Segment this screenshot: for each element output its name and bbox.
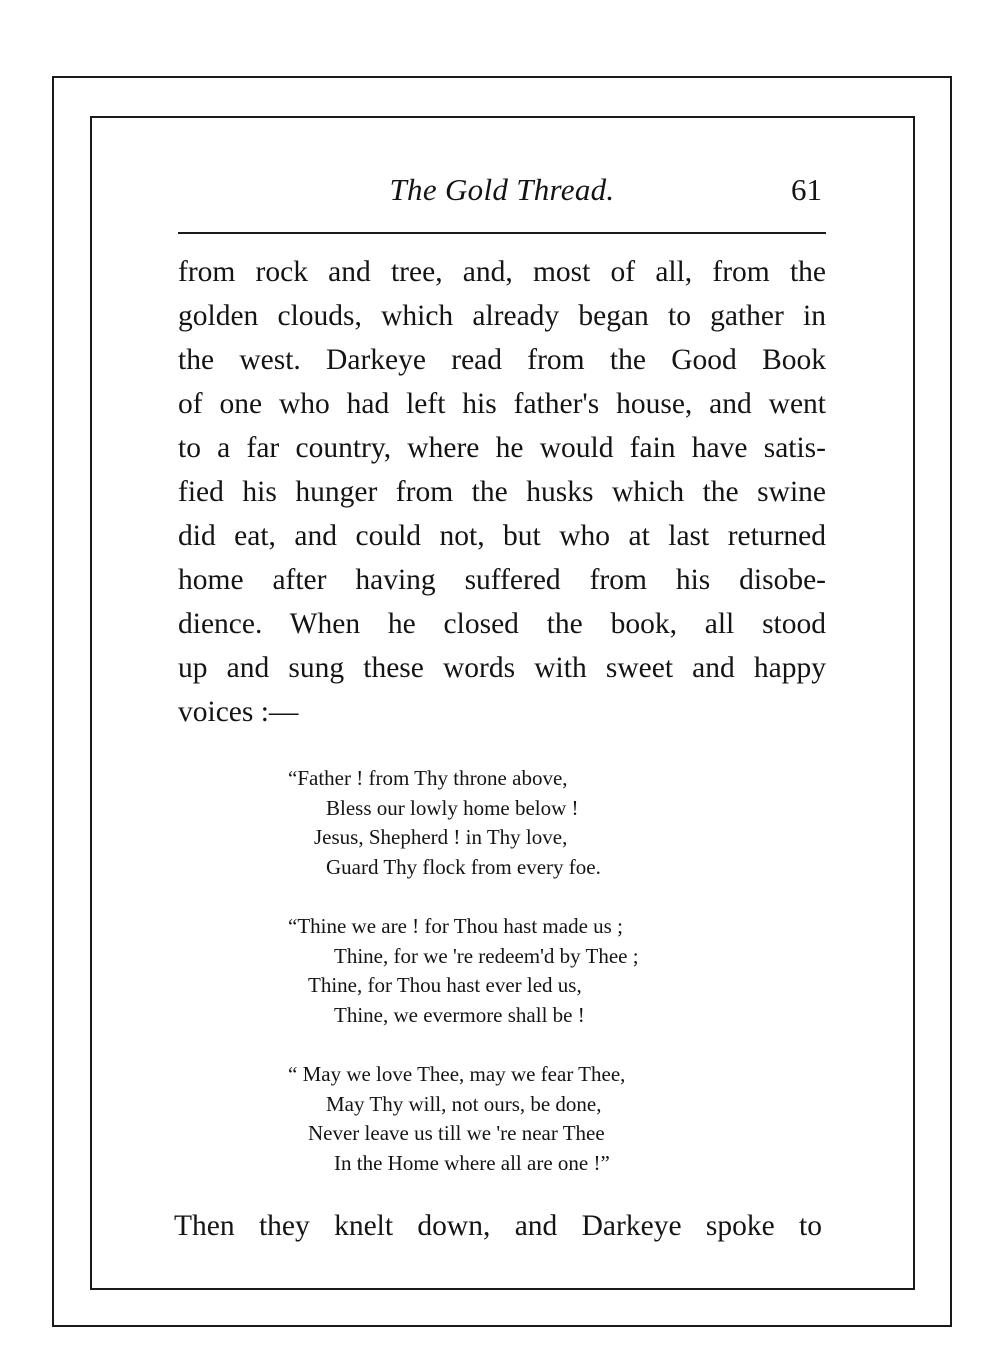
running-title: The Gold Thread. <box>389 172 615 207</box>
hymn-line: “Father ! from Thy throne above, <box>288 766 568 790</box>
body-line: golden clouds, which already began to gather in <box>178 300 826 332</box>
hymn-stanza <box>288 912 748 1030</box>
body-line: the west. Darkeye read from the Good Book <box>178 344 826 376</box>
body-paragraph <box>178 250 826 734</box>
body-line: from rock and tree, and, most of all, from the <box>178 256 826 288</box>
body-line: up and sung these words with sweet and happy <box>178 652 826 684</box>
hymn-stanza <box>288 764 748 882</box>
hymn-line: “ May we love Thee, may we fear Thee, <box>288 1062 626 1086</box>
body-line: voices :— <box>178 696 299 728</box>
hymn-line: Thine, for we 're redeem'd by Thee ; <box>334 943 639 968</box>
header-rule <box>178 232 826 234</box>
body-line: of one who had left his father's house, and went <box>178 388 826 420</box>
hymn-line: In the Home where all are one !” <box>334 1150 610 1175</box>
hymn-line: Guard Thy flock from every foe. <box>326 854 601 879</box>
hymn-line: “Thine we are ! for Thou hast made us ; <box>288 914 623 938</box>
hymn-line: May Thy will, not ours, be done, <box>326 1091 602 1116</box>
hymn-stanza <box>288 1060 748 1178</box>
closing-line: Then they knelt down, and Darkeye spoke to <box>174 1210 822 1242</box>
hymn <box>288 764 748 1208</box>
hymn-line: Bless our lowly home below ! <box>326 795 579 820</box>
hymn-line: Never leave us till we 're near Thee <box>308 1121 605 1145</box>
body-line: fied his hunger from the husks which the swine <box>178 476 826 508</box>
page-number: 61 <box>791 172 822 207</box>
hymn-line: Thine, we evermore shall be ! <box>334 1002 585 1027</box>
body-line: dience. When he closed the book, all stood <box>178 608 826 640</box>
running-head <box>178 172 826 220</box>
hymn-line: Thine, for Thou hast ever led us, <box>308 973 582 997</box>
hymn-line: Jesus, Shepherd ! in Thy love, <box>314 825 568 849</box>
body-line: to a far country, where he would fain have satis- <box>178 432 826 464</box>
body-line: did eat, and could not, but who at last returned <box>178 520 826 552</box>
body-line: home after having suffered from his disobe- <box>178 564 826 596</box>
